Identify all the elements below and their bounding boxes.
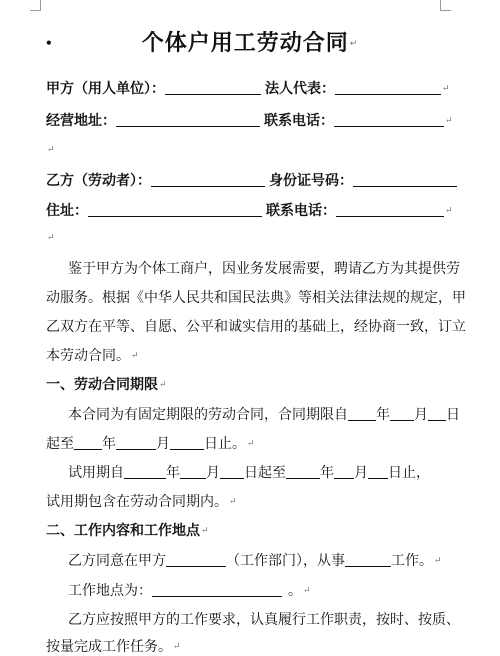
phone-blank[interactable] — [334, 112, 444, 127]
phone-blank-b[interactable] — [336, 202, 444, 217]
residence-label: 住址： — [46, 203, 88, 219]
month-label: 月 — [156, 436, 170, 452]
trial-end-month-blank[interactable] — [334, 464, 354, 479]
address-blank[interactable] — [116, 112, 260, 127]
year-label: 年 — [166, 465, 180, 481]
workplace-blank[interactable] — [152, 582, 282, 597]
phone-label: 联系电话： — [264, 113, 334, 129]
trial-end-year-blank[interactable] — [286, 464, 320, 479]
paragraph-mark: ↵ — [445, 116, 453, 126]
trial-line-2 — [46, 491, 456, 511]
month-label: 月 — [206, 465, 220, 481]
id-label: 身份证号码： — [269, 173, 353, 189]
section-2-heading — [46, 520, 456, 540]
rep-label: 法人代表： — [265, 81, 335, 97]
trial-start-day-blank[interactable] — [220, 464, 244, 479]
title-text: 个体户用工劳动合同 — [141, 31, 349, 56]
heading-text: 二、工作内容和工作地点 — [46, 523, 200, 539]
duty-line — [46, 550, 478, 570]
phone-label-b: 联系电话： — [266, 203, 336, 219]
trial-from-label: 日起至 — [244, 465, 286, 481]
paragraph-mark: ↵ — [201, 526, 209, 536]
term-end-year-blank[interactable] — [74, 435, 102, 450]
term-end-day-blank[interactable] — [170, 435, 204, 450]
workplace-label: 工作地点为： — [68, 583, 152, 599]
workplace-line — [46, 580, 478, 600]
day-label: 日 — [446, 407, 460, 423]
empty-line — [46, 230, 55, 246]
party-b-row-2 — [46, 200, 453, 220]
paragraph-mark: ↵ — [247, 439, 255, 449]
term-end-month-blank[interactable] — [116, 435, 156, 450]
residence-blank[interactable] — [88, 202, 262, 217]
trial-note: 试用期包含在劳动合同期内。 — [46, 494, 228, 510]
intro-line: 乙双方在平等、自愿、公平和诚实信用的基础上，经协商一致，订立 — [46, 319, 466, 335]
paragraph-mark: ↵ — [442, 84, 450, 94]
address-label: 经营地址： — [46, 113, 116, 129]
worker-label: 乙方（劳动者）： — [46, 173, 151, 189]
term-from-label: 起至 — [46, 436, 74, 452]
paragraph-mark: ↵ — [349, 39, 359, 49]
department-blank[interactable] — [166, 552, 226, 567]
job-blank[interactable] — [345, 552, 391, 567]
year-label: 年 — [320, 465, 334, 481]
intro-line: 动服务。根据《中华人民共和国民法典》等相关法律法规的规定，甲 — [46, 290, 466, 306]
party-a-row-1 — [46, 78, 450, 98]
paragraph-mark: ↵ — [173, 642, 181, 652]
term-line-1 — [46, 404, 478, 424]
document-title — [0, 26, 500, 57]
intro-line-end: 本劳动合同。 — [46, 348, 130, 364]
requirement-line: 乙方应按照甲方的工作要求，认真履行工作职责，按时、按质、 — [68, 612, 460, 628]
trial-start-month-blank[interactable] — [180, 464, 206, 479]
year-label: 年 — [376, 407, 390, 423]
duty-text: 乙方同意在甲方 — [68, 553, 166, 569]
paragraph-mark: ↵ — [303, 586, 311, 596]
crop-mark-top-left — [30, 0, 41, 11]
workplace-end: 。 — [288, 583, 302, 599]
crop-mark-top-right — [440, 0, 451, 11]
empty-line — [46, 142, 55, 158]
paragraph-mark: ↵ — [434, 556, 442, 566]
intro-line — [46, 345, 456, 365]
bullet-dot: • — [45, 36, 53, 50]
section-1-heading — [46, 374, 456, 394]
paragraph-mark: ↵ — [131, 351, 139, 361]
employer-blank[interactable] — [165, 80, 261, 95]
term-start-day-blank[interactable] — [428, 406, 446, 421]
paragraph-mark: ↵ — [229, 497, 237, 507]
paragraph-mark: ↵ — [159, 380, 167, 390]
intro-line: 鉴于甲方为个体工商户，因业务发展需要，聘请乙方为其提供劳 — [68, 261, 460, 277]
paragraph-mark: ↵ — [445, 206, 453, 216]
paragraph-mark: ↵ — [47, 233, 55, 243]
trial-start-year-blank[interactable] — [124, 464, 166, 479]
term-text: 本合同为有固定期限的劳动合同，合同期限自 — [68, 407, 348, 423]
rep-blank[interactable] — [335, 80, 441, 95]
duty-dept-text: （工作部门），从事 — [226, 553, 345, 569]
year-label: 年 — [102, 436, 116, 452]
party-b-row-1 — [46, 170, 457, 190]
term-end-label: 日止。 — [204, 436, 246, 452]
month-label: 月 — [414, 407, 428, 423]
id-blank[interactable] — [353, 172, 457, 187]
party-a-row-2 — [46, 110, 453, 130]
trial-end-label: 日止， — [388, 465, 430, 481]
employer-label: 甲方（用人单位）： — [46, 81, 165, 97]
term-start-year-blank[interactable] — [348, 406, 376, 421]
requirement-line — [46, 636, 456, 656]
paragraph-mark: ↵ — [47, 145, 55, 155]
trial-end-day-blank[interactable] — [368, 464, 388, 479]
worker-blank[interactable] — [151, 172, 265, 187]
heading-text: 一、劳动合同期限 — [46, 377, 158, 393]
requirement-line-end: 按量完成工作任务。 — [46, 639, 172, 655]
month-label: 月 — [354, 465, 368, 481]
trial-text: 试用期自 — [68, 465, 124, 481]
term-start-month-blank[interactable] — [390, 406, 414, 421]
duty-end-text: 工作。 — [391, 553, 433, 569]
trial-line-1 — [46, 462, 478, 482]
term-line-2 — [46, 433, 456, 453]
